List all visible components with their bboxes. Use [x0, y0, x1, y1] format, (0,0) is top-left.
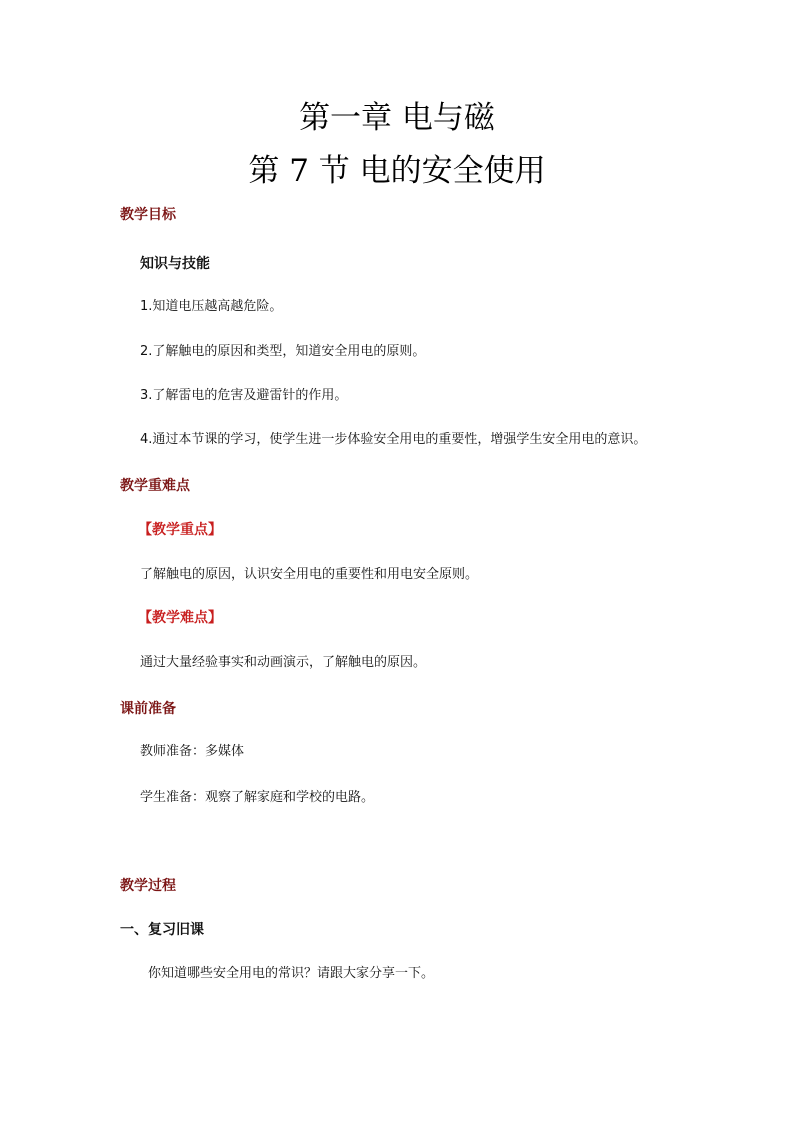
review-text: 你知道哪些安全用电的常识？请跟大家分享一下。 [148, 966, 435, 981]
process-heading: 教学过程 [120, 878, 176, 894]
skills-subheading: 知识与技能 [140, 256, 210, 272]
student-preparation: 学生准备：观察了解家庭和学校的电路。 [140, 790, 375, 805]
objectives-heading: 教学目标 [120, 207, 176, 223]
objective-item-4: 4.通过本节课的学习，使学生进一步体验安全用电的重要性，增强学生安全用电的意识。 [140, 432, 647, 447]
teacher-preparation: 教师准备：多媒体 [140, 744, 245, 759]
chapter-title: 第一章 电与磁 [299, 100, 495, 136]
section-title: 第 7 节 电的安全使用 [248, 153, 546, 189]
review-heading: 一、复习旧课 [120, 922, 204, 938]
difficulty-label: 【教学难点】 [138, 610, 222, 626]
key-points-heading: 教学重难点 [120, 478, 190, 494]
objective-item-1: 1.知道电压越高越危险。 [140, 299, 283, 314]
focus-text: 了解触电的原因，认识安全用电的重要性和用电安全原则。 [140, 567, 479, 582]
focus-label: 【教学重点】 [138, 522, 222, 538]
difficulty-text: 通过大量经验事实和动画演示，了解触电的原因。 [140, 655, 427, 670]
preparation-heading: 课前准备 [120, 701, 176, 717]
objective-item-2: 2.了解触电的原因和类型，知道安全用电的原则。 [140, 344, 426, 359]
objective-item-3: 3.了解雷电的危害及避雷针的作用。 [140, 388, 348, 403]
